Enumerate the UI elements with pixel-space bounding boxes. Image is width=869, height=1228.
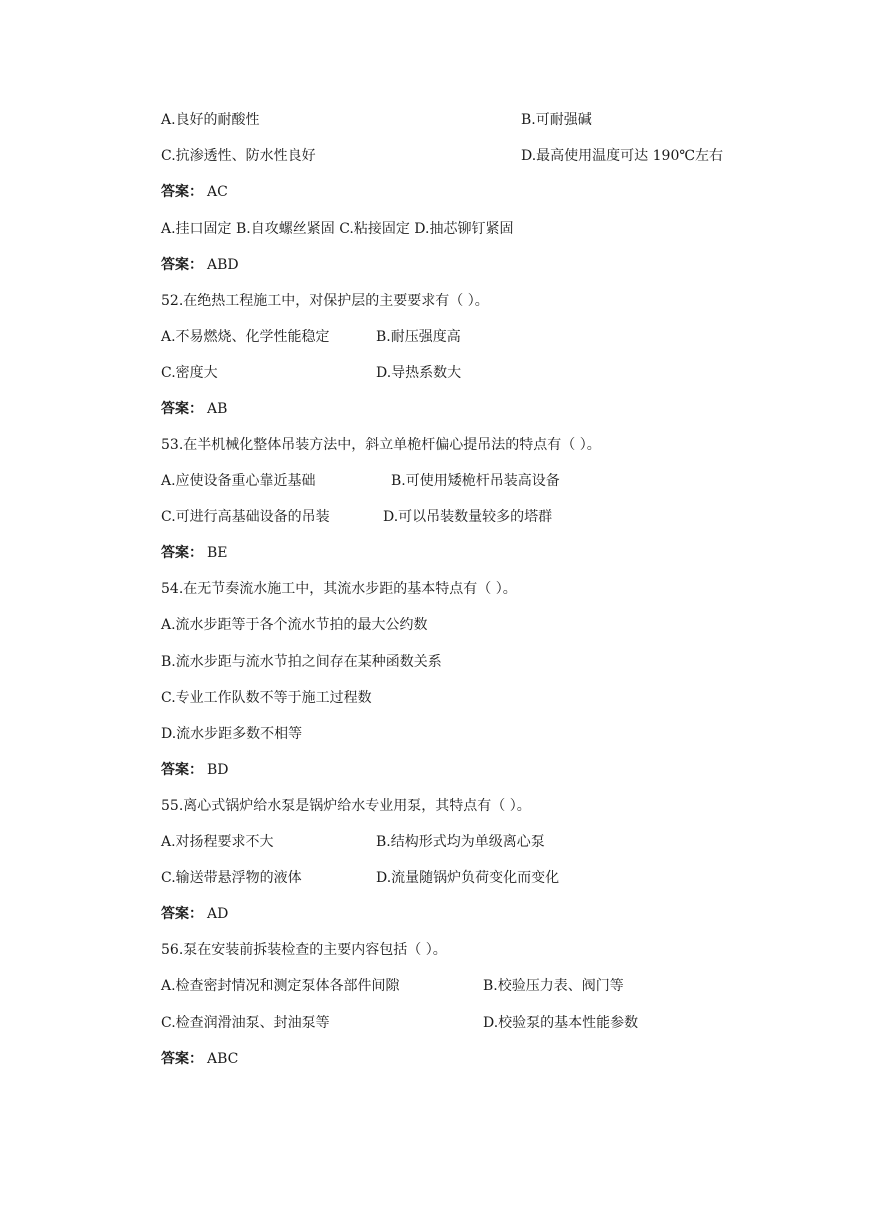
question-text: 55.离心式锅炉给水泵是锅炉给水专业用泵，其特点有（ ）。 <box>161 798 531 814</box>
option-text: A.良好的耐酸性 <box>161 112 260 128</box>
option-text: A.流水步距等于各个流水节拍的最大公约数 <box>161 617 428 633</box>
option-text: B.可使用矮桅杆吊装高设备 <box>391 473 560 489</box>
option-text: C.密度大 <box>161 365 218 381</box>
question-text: 53.在半机械化整体吊装方法中，斜立单桅杆偏心提吊法的特点有（ ）。 <box>161 437 601 453</box>
option-text: A.不易燃烧、化学性能稳定 <box>161 329 330 345</box>
option-text: C.输送带悬浮物的液体 <box>161 870 302 886</box>
option-text: D.最高使用温度可达 190℃左右 <box>521 148 724 164</box>
answer-value: AC <box>207 184 228 200</box>
answer-label: 答案： <box>161 545 203 561</box>
option-text: B.结构形式均为单级离心泵 <box>376 834 545 850</box>
option-text: A.应使设备重心靠近基础 <box>161 473 316 489</box>
option-text: A.检查密封情况和测定泵体各部件间隙 <box>161 978 400 994</box>
option-text: B.校验压力表、阀门等 <box>483 978 624 994</box>
option-text: D.流水步距多数不相等 <box>161 726 303 742</box>
option-text: A.对扬程要求不大 <box>161 834 274 850</box>
question-text: 54.在无节奏流水施工中，其流水步距的基本特点有（ ）。 <box>161 581 517 597</box>
answer-label: 答案： <box>161 257 203 273</box>
answer-label: 答案： <box>161 906 203 922</box>
option-text: C.抗渗透性、防水性良好 <box>161 148 316 164</box>
option-text: C.检查润滑油泵、封油泵等 <box>161 1015 330 1031</box>
answer-value: AB <box>207 401 228 417</box>
option-text: A.挂口固定 B.自攻螺丝紧固 C.粘接固定 D.抽芯铆钉紧固 <box>161 221 514 237</box>
option-text: B.可耐强碱 <box>521 112 592 128</box>
option-text: C.专业工作队数不等于施工过程数 <box>161 690 372 706</box>
answer-value: BD <box>207 762 229 778</box>
option-text: D.导热系数大 <box>376 365 462 381</box>
option-text: B.流水步距与流水节拍之间存在某种函数关系 <box>161 654 442 670</box>
option-text: D.可以吊装数量较多的塔群 <box>383 509 553 525</box>
answer-value: AD <box>207 906 229 922</box>
option-text: C.可进行高基础设备的吊装 <box>161 509 330 525</box>
answer-label: 答案： <box>161 401 203 417</box>
answer-label: 答案： <box>161 184 203 200</box>
option-text: B.耐压强度高 <box>376 329 461 345</box>
question-text: 56.泵在安装前拆装检查的主要内容包括（ ）。 <box>161 942 447 958</box>
answer-value: BE <box>207 545 228 561</box>
option-text: D.流量随锅炉负荷变化而变化 <box>376 870 560 886</box>
answer-value: ABC <box>207 1051 239 1067</box>
answer-value: ABD <box>207 257 239 273</box>
option-text: D.校验泵的基本性能参数 <box>483 1015 639 1031</box>
question-text: 52.在绝热工程施工中，对保护层的主要要求有（ ）。 <box>161 293 489 309</box>
answer-label: 答案： <box>161 762 203 778</box>
answer-label: 答案： <box>161 1051 203 1067</box>
